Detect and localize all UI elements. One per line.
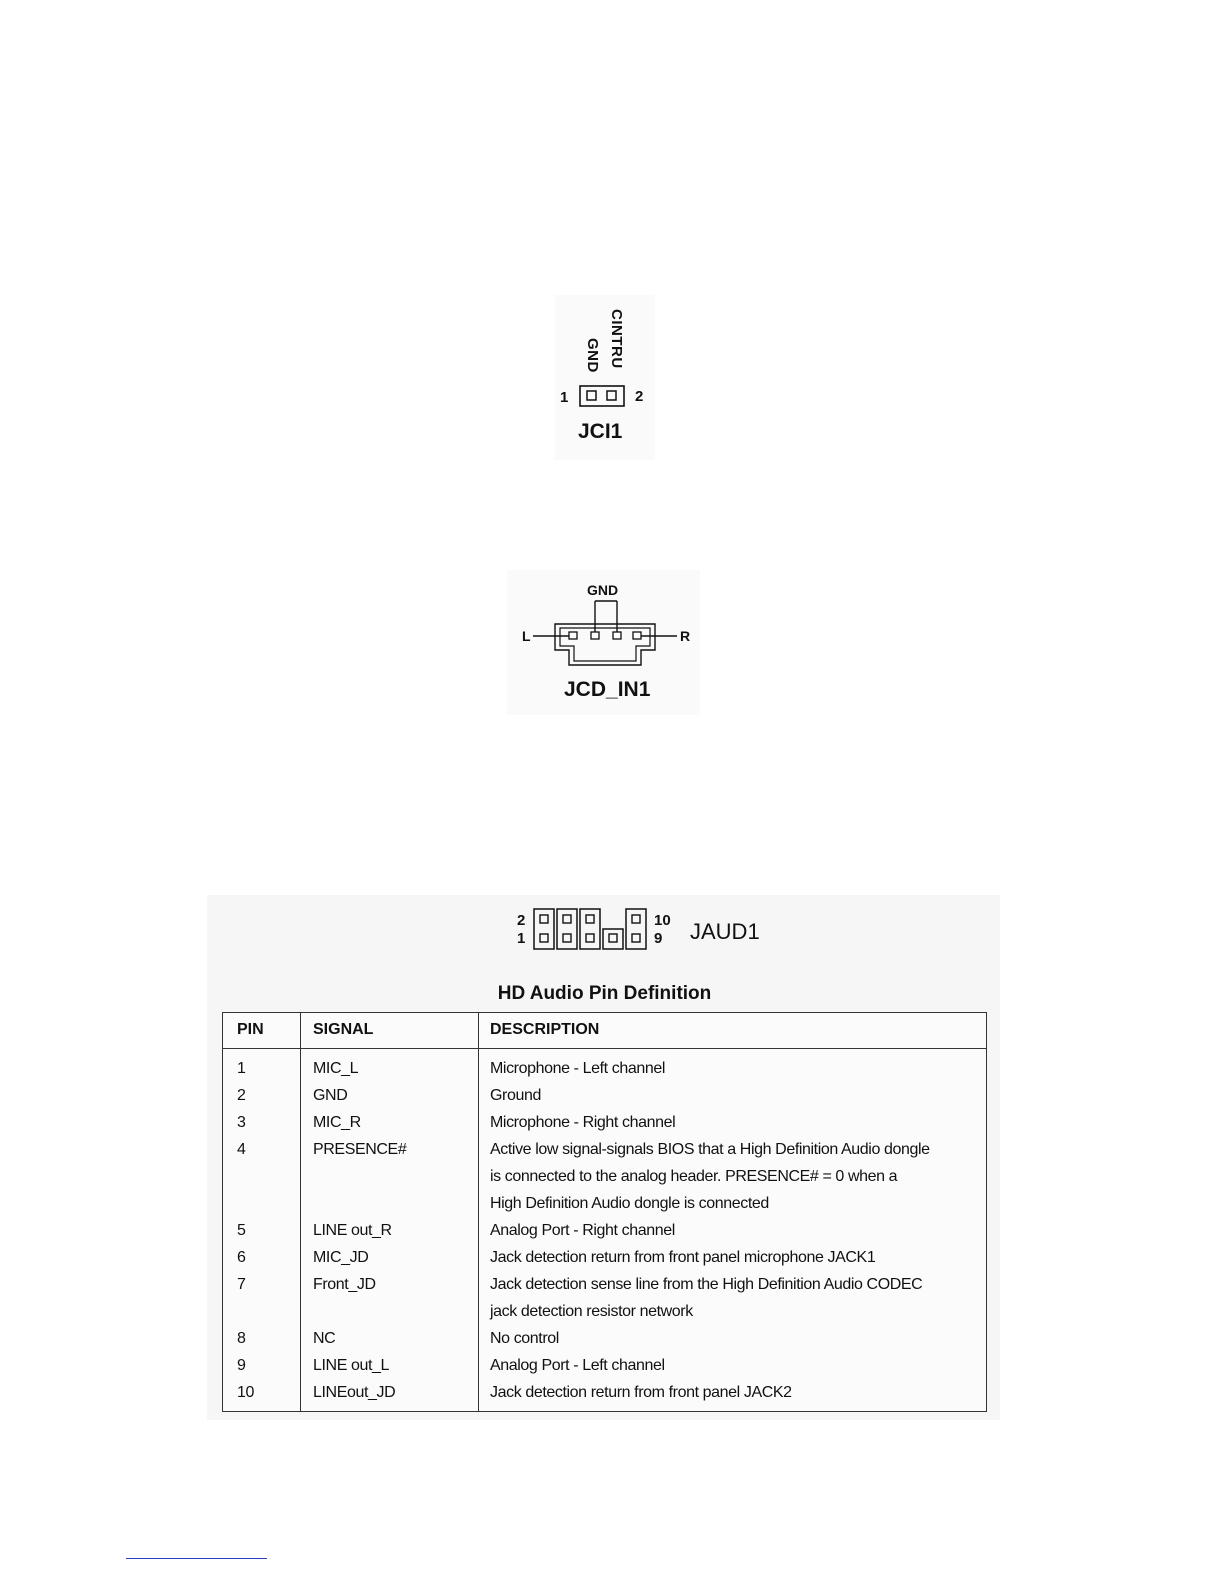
jaud1-header-pins-icon xyxy=(532,907,652,953)
table-cell-description xyxy=(490,1352,665,1379)
description-line: Analog Port - Left channel xyxy=(490,1357,665,1374)
header-description: DESCRIPTION xyxy=(490,1021,600,1038)
table-cell-signal: LINEout_JD xyxy=(313,1384,396,1401)
table-cell-signal: GND xyxy=(313,1087,348,1104)
description-line: Analog Port - Right channel xyxy=(490,1222,675,1239)
jcd-left-label: L xyxy=(522,628,531,644)
table-cell-pin: 8 xyxy=(237,1330,246,1347)
table-cell-signal: NC xyxy=(313,1330,336,1347)
table-cell-pin: 10 xyxy=(237,1384,254,1401)
table-cell-pin: 4 xyxy=(237,1141,246,1158)
description-line: Microphone - Right channel xyxy=(490,1114,676,1131)
table-cell-signal: LINE out_L xyxy=(313,1357,390,1374)
jci1-connector-diagram xyxy=(555,295,655,460)
table-cell-description xyxy=(490,1244,875,1271)
jcd-connector-icon xyxy=(507,570,700,680)
table-cell-signal: MIC_JD xyxy=(313,1249,369,1266)
table-cell-description xyxy=(490,1136,930,1217)
table-cell-pin: 3 xyxy=(237,1114,246,1131)
header-signal: SIGNAL xyxy=(313,1021,374,1038)
jcd-right-label: R xyxy=(680,628,691,644)
column-divider-1 xyxy=(300,1013,301,1411)
jaud1-title: JAUD1 xyxy=(690,919,760,944)
table-caption: HD Audio Pin Definition xyxy=(497,983,712,1004)
header-divider xyxy=(223,1048,986,1049)
table-cell-signal: MIC_L xyxy=(313,1060,359,1077)
jci1-pin-number-left: 1 xyxy=(560,389,569,406)
jcd-title: JCD_IN1 xyxy=(564,678,651,701)
table-cell-description xyxy=(490,1109,675,1136)
table-cell-description xyxy=(490,1055,665,1082)
description-line: jack detection resistor network xyxy=(490,1303,693,1320)
jci1-title: JCI1 xyxy=(578,420,623,443)
table-cell-signal: Front_JD xyxy=(313,1276,376,1293)
table-cell-pin: 6 xyxy=(237,1249,246,1266)
pin-definition-table xyxy=(222,1012,987,1412)
jci1-pin2-label: CINTRU xyxy=(608,309,625,369)
header-pin: PIN xyxy=(237,1021,264,1038)
jci1-header-pins-icon xyxy=(579,385,627,409)
table-cell-signal: LINE out_R xyxy=(313,1222,392,1239)
table-cell-description xyxy=(490,1271,922,1325)
description-line: is connected to the analog header. PRESENCE# = 0 when a xyxy=(490,1168,898,1185)
table-cell-signal: PRESENCE# xyxy=(313,1141,407,1158)
jci1-pin-number-right: 2 xyxy=(635,388,644,405)
description-line: Ground xyxy=(490,1087,541,1104)
table-cell-pin: 7 xyxy=(237,1276,246,1293)
table-cell-pin: 9 xyxy=(237,1357,246,1374)
table-cell-description xyxy=(490,1217,675,1244)
description-line: High Definition Audio dongle is connected xyxy=(490,1195,769,1212)
jaud1-bottom-left-number: 1 xyxy=(517,930,526,947)
jcd-gnd-label: GND xyxy=(587,582,619,598)
description-line: Jack detection return from front panel JACK2 xyxy=(490,1384,792,1401)
description-line: No control xyxy=(490,1330,559,1347)
table-cell-description xyxy=(490,1082,541,1109)
jaud1-top-left-number: 2 xyxy=(517,912,526,929)
table-cell-pin: 5 xyxy=(237,1222,246,1239)
description-line: Jack detection return from front panel microphone JACK1 xyxy=(490,1249,876,1266)
footnote-separator xyxy=(126,1558,267,1559)
jci1-pin1-label: GND xyxy=(584,338,601,373)
table-cell-pin: 1 xyxy=(237,1060,246,1077)
table-cell-signal: MIC_R xyxy=(313,1114,361,1131)
table-cell-pin: 2 xyxy=(237,1087,246,1104)
table-cell-description xyxy=(490,1325,559,1352)
jaud1-top-right-number: 10 xyxy=(654,912,671,929)
column-divider-2 xyxy=(478,1013,479,1411)
description-line: Active low signal-signals BIOS that a High Definition Audio dongle xyxy=(490,1141,930,1158)
description-line: Jack detection sense line from the High Definition Audio CODEC xyxy=(490,1276,923,1293)
jcd-in1-connector-diagram xyxy=(507,570,700,715)
description-line: Microphone - Left channel xyxy=(490,1060,666,1077)
table-cell-description xyxy=(490,1379,792,1406)
jaud1-bottom-right-number: 9 xyxy=(654,930,663,947)
